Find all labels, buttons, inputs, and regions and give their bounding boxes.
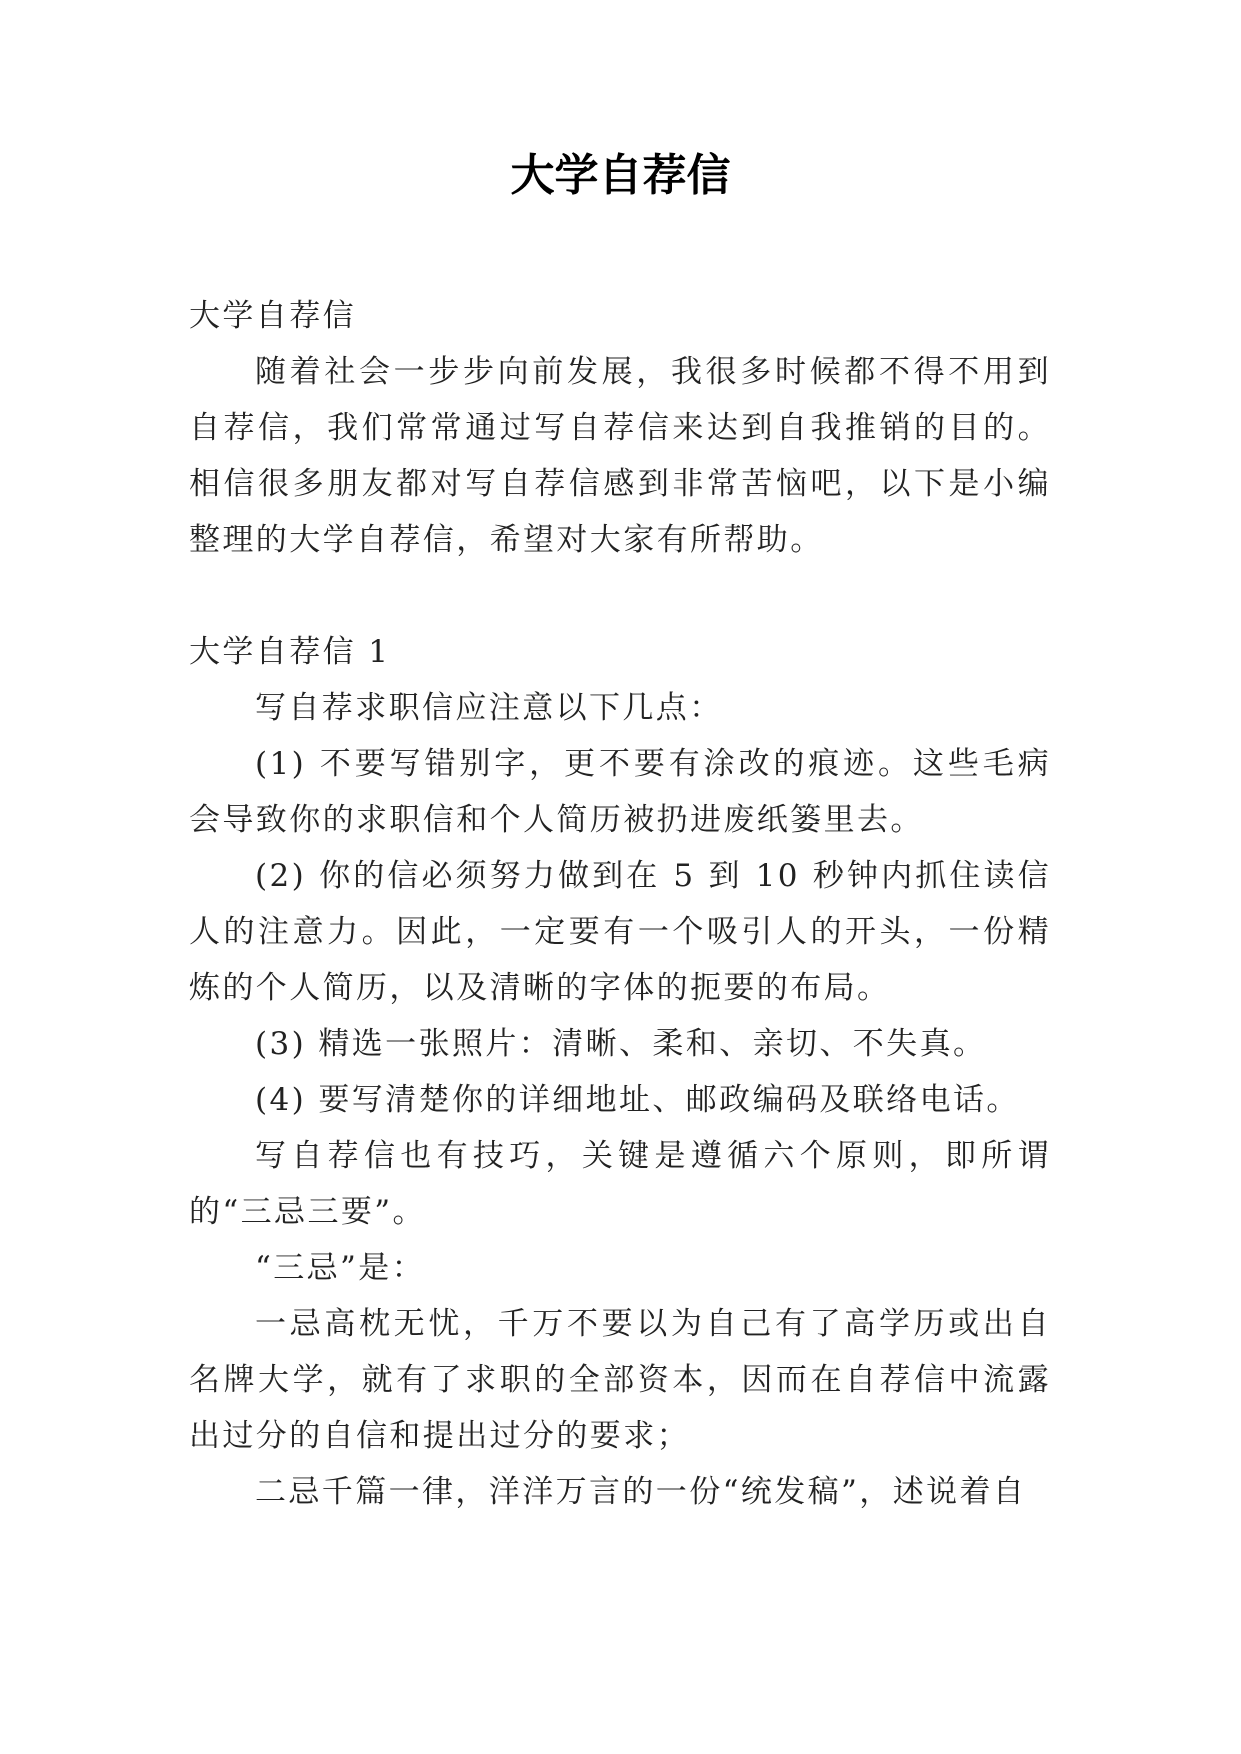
- paragraph-dont-2: 二忌千篇一律，洋洋万言的一份“统发稿”，述说着自: [255, 1474, 1027, 1510]
- intro-paragraph: 随着社会一步步向前发展，我很多时候都不得不用到自荐信，我们常常通过写自荐信来达到自我推销的目的。相信很多朋友都对写自荐信感到非常苦恼吧，以下是小编整理的大学自荐信，希望对大家有所帮助。: [189, 354, 1051, 558]
- paragraph-tip-4: (4) 要写清楚你的详细地址、邮政编码及联络电话。: [255, 1082, 1020, 1118]
- paragraph-three-donts-heading: “三忌”是：: [255, 1250, 426, 1286]
- intro-heading: 大学自荐信: [189, 298, 356, 334]
- document-title: 大学自荐信: [510, 150, 731, 201]
- paragraph-dont-1: 一忌高枕无忧，千万不要以为自己有了高学历或出自名牌大学，就有了求职的全部资本，因而在自荐信中流露出过分的自信和提出过分的要求；: [189, 1306, 1051, 1454]
- paragraph-tip-1: (1) 不要写错别字，更不要有涂改的痕迹。这些毛病会导致你的求职信和个人简历被扔进废纸篓里去。: [189, 746, 1051, 838]
- section-heading-1: 大学自荐信 1: [189, 634, 391, 670]
- paragraph-tips-intro: 写自荐求职信应注意以下几点：: [255, 690, 723, 726]
- blank-line: [189, 568, 1051, 624]
- document-body: [189, 288, 1051, 1520]
- paragraph-principles: 写自荐信也有技巧，关键是遵循六个原则，即所谓的“三忌三要”。: [189, 1138, 1051, 1230]
- paragraph-tip-2: (2) 你的信必须努力做到在 5 到 10 秒钟内抓住读信人的注意力。因此，一定要有一个吸引人的开头，一份精炼的个人简历，以及清晰的字体的扼要的布局。: [189, 858, 1051, 1006]
- paragraph-tip-3: (3) 精选一张照片：清晰、柔和、亲切、不失真。: [255, 1026, 987, 1062]
